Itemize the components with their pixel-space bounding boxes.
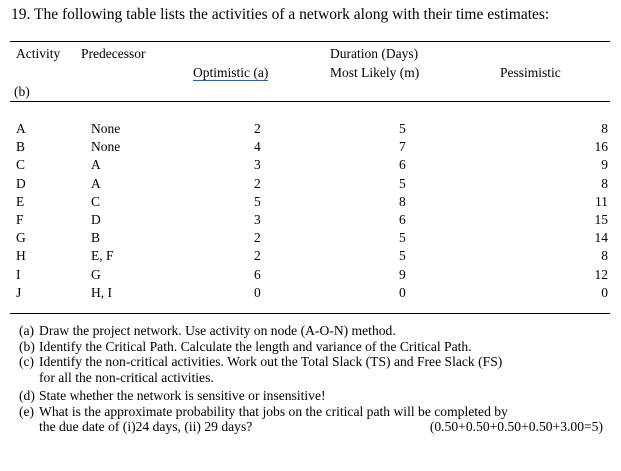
cell-most-likely: 5 xyxy=(399,175,406,191)
header-most-likely: Most Likely (m) xyxy=(330,65,420,80)
cell-predecessor: E, F xyxy=(91,248,114,264)
part-d-label: (d) xyxy=(19,388,35,403)
cell-predecessor: A xyxy=(91,175,101,191)
cell-optimistic: 3 xyxy=(254,212,261,227)
cell-activity: E xyxy=(16,193,25,209)
cell-predecessor: None xyxy=(91,121,121,136)
question-title: 19. The following table lists the activities of a network along with their time estimates: xyxy=(11,6,550,23)
cell-predecessor: B xyxy=(91,230,101,246)
cell-most-likely: 5 xyxy=(399,230,406,246)
cell-activity: F xyxy=(16,212,24,227)
cell-most-likely: 8 xyxy=(399,193,406,209)
part-a xyxy=(19,323,611,339)
cell-optimistic: 0 xyxy=(254,284,261,300)
part-e-label: (e) xyxy=(19,403,35,419)
cell-optimistic: 6 xyxy=(254,266,261,282)
part-a-text: Draw the project network. Use activity on node (A-O-N) method. xyxy=(39,323,396,338)
part-b-label: (b) xyxy=(19,338,35,354)
cell-activity: H xyxy=(16,248,26,264)
cell-optimistic: 2 xyxy=(254,175,261,191)
cell-activity: C xyxy=(16,157,26,173)
cell-optimistic: 2 xyxy=(254,121,261,136)
table-top-rule xyxy=(10,41,610,42)
header-predecessor: Predecessor xyxy=(81,46,146,61)
cell-predecessor: A xyxy=(91,157,101,173)
cell-most-likely: 7 xyxy=(399,139,406,155)
cell-most-likely: 5 xyxy=(399,248,406,264)
cell-most-likely: 9 xyxy=(399,266,406,282)
cell-activity: G xyxy=(16,230,26,246)
cell-most-likely: 6 xyxy=(399,212,406,227)
header-duration: Duration (Days) xyxy=(330,46,419,61)
cell-optimistic: 3 xyxy=(254,157,261,173)
cell-pessimistic: 11 xyxy=(595,193,608,209)
header-optimistic xyxy=(193,65,268,81)
cell-activity: J xyxy=(16,284,22,300)
cell-activity: A xyxy=(16,121,26,136)
part-e-text-line2 xyxy=(39,419,611,435)
cell-most-likely: 6 xyxy=(399,157,406,173)
cell-predecessor: H, I xyxy=(91,284,112,300)
header-b-label: (b) xyxy=(14,84,30,99)
cell-predecessor: C xyxy=(91,193,101,209)
cell-pessimistic: 12 xyxy=(594,266,608,282)
header-activity: Activity xyxy=(16,46,61,61)
cell-activity: B xyxy=(16,139,26,155)
cell-pessimistic: 14 xyxy=(594,230,608,246)
cell-optimistic: 5 xyxy=(254,193,261,209)
part-e-marks: (0.50+0.50+0.50+0.50+3.00=5) xyxy=(429,419,603,434)
header-optimistic-text: Optimistic (a) xyxy=(193,65,269,80)
cell-pessimistic: 8 xyxy=(601,248,608,264)
cell-predecessor: D xyxy=(91,212,101,227)
cell-pessimistic: 8 xyxy=(601,121,608,136)
cell-activity: D xyxy=(16,175,26,191)
part-c-text-line2: for all the non-critical activities. xyxy=(39,369,214,385)
table-bottom-rule xyxy=(10,313,610,314)
part-b-text: Identify the Critical Path. Calculate the length and variance of the Critical Path. xyxy=(39,338,472,354)
cell-pessimistic: 16 xyxy=(594,139,608,155)
cell-most-likely: 0 xyxy=(399,284,406,300)
question-parts xyxy=(19,323,611,435)
cell-optimistic: 2 xyxy=(254,230,261,246)
cell-pessimistic: 8 xyxy=(601,175,608,191)
part-c-text: Identify the non-critical activities. Work out the Total Slack (TS) and Free Slack (FS) xyxy=(39,354,503,369)
cell-optimistic: 4 xyxy=(254,139,261,155)
cell-predecessor: G xyxy=(91,266,101,282)
part-b xyxy=(19,339,611,355)
part-c-label: (c) xyxy=(19,354,35,369)
header-pessimistic: Pessimistic xyxy=(500,65,561,80)
cell-pessimistic: 15 xyxy=(594,212,608,227)
cell-most-likely: 5 xyxy=(399,121,406,136)
cell-predecessor: None xyxy=(91,139,121,155)
part-e-due-date: the due date of (i)24 days, (ii) 29 days? xyxy=(39,419,253,434)
part-d xyxy=(19,388,611,404)
part-c xyxy=(19,354,611,385)
cell-pessimistic: 0 xyxy=(601,284,608,300)
cell-pessimistic: 9 xyxy=(601,157,608,173)
part-e-text: What is the approximate probability that jobs on the critical path will be completed by xyxy=(39,403,508,419)
cell-activity: I xyxy=(16,266,21,282)
part-e xyxy=(19,404,611,435)
part-a-label: (a) xyxy=(19,323,35,338)
cell-optimistic: 2 xyxy=(254,248,261,264)
part-d-text: State whether the network is sensitive or insensitive! xyxy=(39,388,326,403)
table-header-rule xyxy=(10,101,610,102)
